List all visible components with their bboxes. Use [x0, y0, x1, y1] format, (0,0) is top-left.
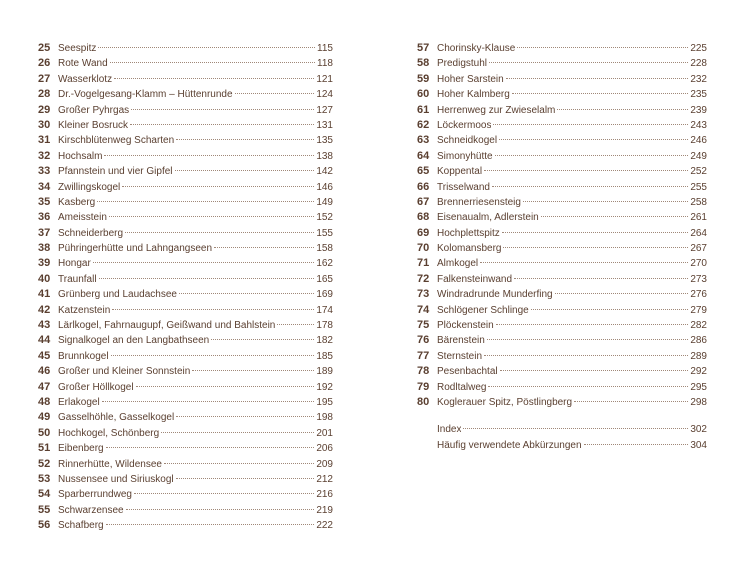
toc-entry[interactable]: [417, 256, 707, 271]
dot-leader: [125, 232, 314, 233]
toc-entry-number: 71: [417, 257, 430, 270]
toc-entry[interactable]: [417, 41, 707, 56]
toc-entry-number: 60: [417, 88, 430, 101]
dot-leader: [484, 170, 688, 171]
toc-entry-page: 189: [316, 366, 333, 378]
toc-entry-title: Hoher Kalmberg: [437, 89, 510, 101]
toc-entry[interactable]: [38, 133, 333, 148]
dot-leader: [106, 447, 315, 448]
toc-entry-number: 76: [417, 334, 430, 347]
toc-entry-number: 61: [417, 103, 430, 116]
dot-leader: [192, 370, 314, 371]
dot-leader: [531, 309, 689, 310]
toc-entry-page: 182: [316, 335, 333, 347]
toc-entry-title: Schwarzensee: [58, 504, 124, 516]
toc-entry-title: Ameisstein: [58, 212, 107, 224]
dot-leader: [211, 339, 314, 340]
dot-leader: [584, 444, 689, 445]
toc-entry-number: 44: [38, 334, 51, 347]
dot-leader: [136, 386, 315, 387]
toc-entry-page: 169: [316, 289, 333, 301]
toc-entry-page: 302: [690, 424, 707, 436]
toc-entry[interactable]: [38, 457, 333, 472]
toc-entry-number: 72: [417, 272, 430, 285]
toc-entry-title: Hongar: [58, 258, 91, 270]
toc-entry-number: 68: [417, 211, 430, 224]
dot-leader: [93, 262, 315, 263]
toc-entry-title: Signalkogel an den Langbathseen: [58, 335, 210, 347]
dot-leader: [480, 262, 688, 263]
toc-entry-number: 79: [417, 380, 430, 393]
toc-entry-number: 54: [38, 488, 51, 501]
toc-entry-number: 46: [38, 365, 51, 378]
toc-entry-number: 37: [38, 226, 51, 239]
toc-entry[interactable]: [38, 349, 333, 364]
toc-entry-number: 31: [38, 134, 51, 147]
toc-entry-title: Schafberg: [58, 520, 104, 532]
toc-entry-page: 304: [690, 439, 707, 451]
toc-entry[interactable]: [417, 180, 707, 195]
toc-entry[interactable]: [38, 333, 333, 348]
dot-leader: [514, 278, 688, 279]
toc-entry-number: 70: [417, 242, 430, 255]
toc-entry-page: 185: [316, 350, 333, 362]
toc-entry-page: 264: [690, 227, 707, 239]
dot-leader: [503, 247, 688, 248]
dot-leader: [489, 62, 688, 63]
toc-entry[interactable]: [417, 333, 707, 348]
toc-entry-page: 235: [690, 89, 707, 101]
toc-entry-title: Nussensee und Siriuskogl: [58, 473, 174, 485]
toc-entry-number: 66: [417, 180, 430, 193]
toc-entry-title: Windradrunde Munderfing: [437, 289, 553, 301]
toc-entry-page: 206: [316, 443, 333, 455]
toc-entry[interactable]: [417, 103, 707, 118]
toc-entry-title: Wasserklotz: [58, 73, 113, 85]
toc-entry-title: Eibenberg: [58, 443, 104, 455]
toc-entry[interactable]: [38, 441, 333, 456]
toc-entry[interactable]: [417, 149, 707, 164]
toc-entry-title: Brunnkogel: [58, 350, 109, 362]
toc-entry-page: 249: [690, 150, 707, 162]
toc-entry[interactable]: [417, 56, 707, 71]
toc-entry-number: 56: [38, 519, 51, 532]
toc-entry-page: 121: [316, 73, 333, 85]
toc-entry[interactable]: [38, 395, 333, 410]
dot-leader: [484, 355, 688, 356]
toc-entry-title: Hoher Sarstein: [437, 73, 504, 85]
toc-entry-title: Kolomansberg: [437, 243, 502, 255]
toc-entry-number: 74: [417, 303, 430, 316]
toc-entry-page: 162: [316, 258, 333, 270]
toc-entry-page: 273: [690, 273, 707, 285]
toc-entry-page: 219: [316, 504, 333, 516]
dot-leader: [574, 401, 688, 402]
toc-entry-page: 267: [690, 243, 707, 255]
toc-entry[interactable]: [38, 364, 333, 379]
toc-entry[interactable]: [38, 210, 333, 225]
toc-entry-title: Hochplettspitz: [437, 227, 500, 239]
toc-entry-number: 80: [417, 395, 430, 408]
toc-entry-page: 286: [690, 335, 707, 347]
dot-leader: [111, 355, 315, 356]
toc-entry[interactable]: [38, 87, 333, 102]
toc-entry[interactable]: [38, 103, 333, 118]
toc-entry-number: 47: [38, 380, 51, 393]
toc-entry-title: Kasberg: [58, 196, 96, 208]
dot-leader: [179, 293, 314, 294]
toc-entry[interactable]: [417, 395, 707, 410]
toc-entry-page: 115: [317, 43, 333, 54]
toc-entry-page: 216: [316, 489, 333, 501]
dot-leader: [176, 139, 314, 140]
toc-entry-number: 33: [38, 165, 51, 178]
toc-entry-number: 49: [38, 411, 51, 424]
dot-leader: [176, 416, 314, 417]
toc-entry-page: 131: [316, 119, 333, 131]
toc-entry-page: 152: [316, 212, 333, 224]
toc-entry-title: Predigstuhl: [437, 58, 488, 70]
toc-entry[interactable]: [417, 318, 707, 333]
toc-entry-title: Löckermoos: [437, 119, 492, 131]
toc-entry-title: Index: [437, 424, 462, 436]
toc-entry-number: 25: [38, 42, 51, 54]
toc-entry-page: 127: [316, 104, 333, 116]
toc-entry-page: 198: [316, 412, 333, 424]
toc-entry[interactable]: [38, 426, 333, 441]
dot-leader: [164, 463, 314, 464]
toc-entry-number: 73: [417, 288, 430, 301]
dot-leader: [175, 170, 315, 171]
toc-entry-number: 64: [417, 149, 430, 162]
toc-entry-number: 57: [417, 42, 430, 54]
toc-entry-title: Großer Pyhrgas: [58, 104, 130, 116]
toc-entry[interactable]: [417, 303, 707, 318]
toc-entry-title: Seespitz: [58, 43, 97, 54]
toc-entry-page: 118: [317, 58, 333, 70]
dot-leader: [102, 401, 315, 402]
toc-entry[interactable]: [38, 241, 333, 256]
toc-entry-title: Almkogel: [437, 258, 479, 270]
toc-entry-number: 39: [38, 257, 51, 270]
toc-entry-page: 239: [690, 104, 707, 116]
toc-entry-number: 62: [417, 118, 430, 131]
toc-column-right: [417, 41, 707, 453]
toc-entry[interactable]: [38, 518, 333, 533]
toc-entry-page: 258: [690, 196, 707, 208]
toc-entry[interactable]: [417, 72, 707, 87]
dot-leader: [122, 186, 314, 187]
toc-entry[interactable]: [38, 272, 333, 287]
toc-entry-number: 52: [38, 457, 51, 470]
index-block: [417, 422, 707, 453]
toc-column-left: [38, 41, 333, 534]
toc-entry-number: 55: [38, 503, 51, 516]
toc-entry-page: 138: [316, 150, 333, 162]
dot-leader: [500, 370, 689, 371]
toc-entry-number: 35: [38, 195, 51, 208]
toc-entry-page: 135: [316, 135, 333, 147]
toc-entry[interactable]: [38, 226, 333, 241]
toc-entry-title: Lärlkogel, Fahrnaugupf, Geißwand und Bahlstein: [58, 320, 276, 332]
toc-entry[interactable]: [417, 210, 707, 225]
toc-entry-title: Zwillingskogel: [58, 181, 121, 193]
toc-entry-page: 282: [690, 320, 707, 332]
toc-entry[interactable]: [38, 410, 333, 425]
toc-entry-number: 51: [38, 442, 51, 455]
toc-entry-title: Großer und Kleiner Sonnstein: [58, 366, 191, 378]
toc-entry-page: 149: [316, 196, 333, 208]
toc-entry-page: 201: [316, 427, 333, 439]
toc-entry-page: 228: [690, 58, 707, 70]
dot-leader: [109, 216, 314, 217]
toc-entry[interactable]: [417, 349, 707, 364]
toc-entry-number: 53: [38, 472, 51, 485]
toc-entry-title: Traunfall: [58, 273, 97, 285]
toc-entry-number: 38: [38, 242, 51, 255]
toc-entry-page: 155: [316, 227, 333, 239]
toc-entry[interactable]: [38, 287, 333, 302]
toc-entry-page: 178: [316, 320, 333, 332]
toc-entry-page: 279: [690, 304, 707, 316]
toc-entry-number: 78: [417, 365, 430, 378]
toc-entry-title: Brennerriesensteig: [437, 196, 521, 208]
dot-leader: [541, 216, 689, 217]
toc-entry-title: Schlögener Schlinge: [437, 304, 529, 316]
toc-entry-title: Bärenstein: [437, 335, 485, 347]
toc-entry-title: Pesenbachtal: [437, 366, 498, 378]
toc-entry-page: 142: [316, 166, 333, 178]
toc-entry-page: 295: [690, 381, 707, 393]
toc-entry-number: 40: [38, 272, 51, 285]
toc-entry-title: Sternstein: [437, 350, 483, 362]
toc-entry-page: 225: [690, 43, 707, 54]
toc-entry-number: 65: [417, 165, 430, 178]
toc-entry-page: 292: [690, 366, 707, 378]
dot-leader: [97, 201, 314, 202]
dot-leader: [488, 386, 688, 387]
toc-entry-number: 58: [417, 57, 430, 70]
toc-entry-title: Simonyhütte: [437, 150, 493, 162]
toc-entry-page: 212: [316, 473, 333, 485]
toc-entry-title: Häufig verwendete Abkürzungen: [437, 439, 582, 451]
toc-entry-title: Koppental: [437, 166, 483, 178]
dot-leader: [493, 124, 688, 125]
toc-entry-number: 59: [417, 72, 430, 85]
toc-entry-page: 252: [690, 166, 707, 178]
toc-entry-page: 276: [690, 289, 707, 301]
toc-entry-page: 246: [690, 135, 707, 147]
toc-entry-title: Großer Höllkogel: [58, 381, 134, 393]
toc-entry-title: Hochkogel, Schönberg: [58, 427, 160, 439]
toc-entry-title: Kirschblütenweg Scharten: [58, 135, 175, 147]
toc-entry-title: Schneidkogel: [437, 135, 498, 147]
toc-entry-number: 43: [38, 319, 51, 332]
toc-entry-number: 29: [38, 103, 51, 116]
toc-entry-title: Hochsalm: [58, 150, 103, 162]
toc-entry-title: Pfannstein und vier Gipfel: [58, 166, 173, 178]
toc-entry-number: 28: [38, 88, 51, 101]
toc-entry-title: Herrenweg zur Zwieselalm: [437, 104, 556, 116]
toc-entry[interactable]: [417, 164, 707, 179]
dot-leader: [134, 493, 314, 494]
dot-leader: [517, 47, 688, 48]
dot-leader: [495, 155, 689, 156]
toc-entry-number: 50: [38, 426, 51, 439]
dot-leader: [161, 432, 314, 433]
toc-entry-page: 243: [690, 119, 707, 131]
toc-entry-number: 67: [417, 195, 430, 208]
toc-entry-page: 222: [316, 520, 333, 532]
toc-entry[interactable]: [417, 195, 707, 210]
toc-entry[interactable]: [38, 380, 333, 395]
index-entry[interactable]: [417, 438, 707, 453]
toc-entry-page: 158: [316, 243, 333, 255]
toc-entry[interactable]: [417, 287, 707, 302]
dot-leader: [99, 278, 315, 279]
dot-leader: [112, 309, 314, 310]
toc-entry-title: Eisenaualm, Adlerstein: [437, 212, 539, 224]
dot-leader: [110, 62, 315, 63]
toc-entry[interactable]: [417, 272, 707, 287]
dot-leader: [523, 201, 688, 202]
toc-entry-number: 42: [38, 303, 51, 316]
toc-entry-title: Trisselwand: [437, 181, 490, 193]
toc-entry-number: 27: [38, 72, 51, 85]
toc-entry-page: 195: [316, 396, 333, 408]
toc-entry[interactable]: [417, 226, 707, 241]
toc-entry-page: 298: [690, 396, 707, 408]
toc-entry[interactable]: [417, 87, 707, 102]
dot-leader: [502, 232, 689, 233]
toc-entry-title: Falkensteinwand: [437, 273, 513, 285]
toc-entry[interactable]: [38, 195, 333, 210]
toc-entry-page: 270: [690, 258, 707, 270]
dot-leader: [98, 47, 315, 48]
dot-leader: [130, 124, 314, 125]
toc-entry-title: Rinnerhütte, Wildensee: [58, 458, 162, 470]
toc-entry[interactable]: [38, 256, 333, 271]
toc-entry-page: 165: [316, 273, 333, 285]
toc-entry-title: Erlakogel: [58, 396, 100, 408]
toc-entry-page: 261: [690, 212, 707, 224]
dot-leader: [235, 93, 315, 94]
toc-entry-number: 63: [417, 134, 430, 147]
dot-leader: [492, 186, 688, 187]
toc-entry-title: Rodltalweg: [437, 381, 487, 393]
toc-entry[interactable]: [417, 380, 707, 395]
dot-leader: [463, 428, 688, 429]
toc-entry[interactable]: [38, 472, 333, 487]
toc-entry[interactable]: [417, 118, 707, 133]
dot-leader: [114, 78, 314, 79]
toc-entry-page: 232: [690, 73, 707, 85]
toc-entry-page: 174: [316, 304, 333, 316]
dot-leader: [277, 324, 314, 325]
toc-entry[interactable]: [417, 133, 707, 148]
index-entry[interactable]: [417, 422, 707, 437]
toc-entry[interactable]: [38, 56, 333, 71]
toc-entry[interactable]: [38, 180, 333, 195]
toc-entry-number: 26: [38, 57, 51, 70]
toc-entry-number: 30: [38, 118, 51, 131]
toc-entry-number: 69: [417, 226, 430, 239]
toc-entry[interactable]: [38, 41, 333, 56]
toc-entry-number: 45: [38, 349, 51, 362]
toc-entry-title: Grünberg und Laudachsee: [58, 289, 177, 301]
toc-entry-page: 124: [316, 89, 333, 101]
toc-entry-number: 48: [38, 395, 51, 408]
toc-entry-number: 77: [417, 349, 430, 362]
dot-leader: [176, 478, 315, 479]
toc-entry-page: 289: [690, 350, 707, 362]
toc-entry[interactable]: [38, 318, 333, 333]
dot-leader: [512, 93, 689, 94]
dot-leader: [126, 509, 315, 510]
toc-entry[interactable]: [417, 364, 707, 379]
toc-entry-title: Dr.-Vogelgesang-Klamm – Hüttenrunde: [58, 89, 233, 101]
dot-leader: [104, 155, 314, 156]
toc-entry[interactable]: [38, 72, 333, 87]
toc-entry-title: Schneiderberg: [58, 227, 124, 239]
dot-leader: [131, 109, 314, 110]
toc-entry-title: Plöckenstein: [437, 320, 494, 332]
toc-entry-page: 146: [316, 181, 333, 193]
toc-entry[interactable]: [38, 164, 333, 179]
toc-entry-title: Rote Wand: [58, 58, 108, 70]
toc-entry-number: 36: [38, 211, 51, 224]
toc-entry-page: 192: [316, 381, 333, 393]
dot-leader: [496, 324, 689, 325]
toc-entry-page: 209: [316, 458, 333, 470]
toc-entry-number: 32: [38, 149, 51, 162]
dot-leader: [214, 247, 314, 248]
dot-leader: [487, 339, 689, 340]
toc-entry-number: 75: [417, 319, 430, 332]
toc-entry[interactable]: [38, 303, 333, 318]
dot-leader: [557, 109, 688, 110]
toc-entry-page: 255: [690, 181, 707, 193]
toc-entry[interactable]: [38, 503, 333, 518]
toc-entry[interactable]: [38, 487, 333, 502]
toc-entry-number: 41: [38, 288, 51, 301]
toc-entry[interactable]: [38, 118, 333, 133]
toc-entry-number: 34: [38, 180, 51, 193]
dot-leader: [555, 293, 689, 294]
dot-leader: [506, 78, 689, 79]
toc-entry[interactable]: [38, 149, 333, 164]
toc-entry-title: Katzenstein: [58, 304, 111, 316]
toc-entry-title: Gasselhöhle, Gasselkogel: [58, 412, 175, 424]
toc-entry[interactable]: [417, 241, 707, 256]
toc-entry-title: Pühringerhütte und Lahngangseen: [58, 243, 213, 255]
toc-entry-title: Chorinsky-Klause: [437, 43, 516, 54]
dot-leader: [106, 524, 315, 525]
toc-entry-title: Kleiner Bosruck: [58, 119, 129, 131]
toc-entry-title: Koglerauer Spitz, Pöstlingberg: [437, 396, 573, 408]
dot-leader: [499, 139, 688, 140]
toc-entry-title: Sparberrundweg: [58, 489, 132, 501]
